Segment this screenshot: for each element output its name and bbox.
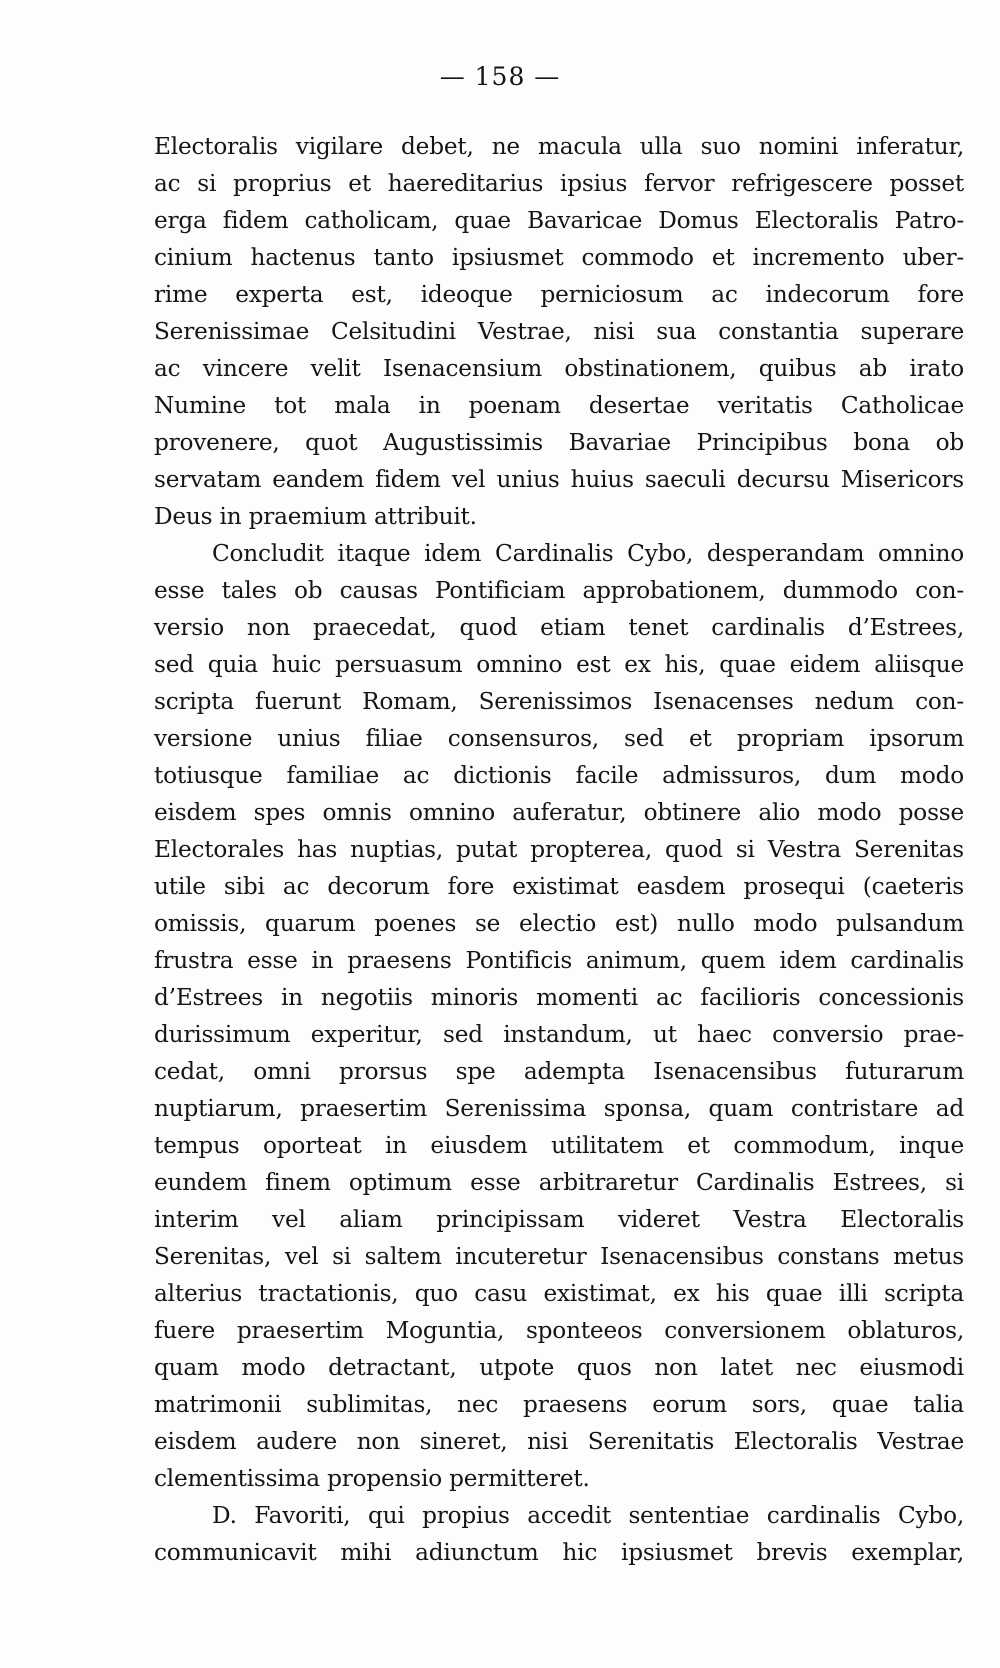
- text-line: interim vel aliam principissam videret Vestra Electoralis: [154, 1206, 964, 1233]
- text-line: cinium hactenus tanto ipsiusmet commodo et incremento uber-: [154, 244, 964, 271]
- text-line: servatam eandem fidem vel unius huius saeculi decursu Misericors: [154, 466, 964, 493]
- body-text: [154, 128, 964, 1571]
- text-line: Serenissimae Celsitudini Vestrae, nisi sua constantia superare: [154, 318, 964, 345]
- text-line: ac si proprius et haereditarius ipsius fervor refrigescere posset: [154, 170, 964, 197]
- text-line: scripta fuerunt Romam, Serenissimos Isenacenses nedum con-: [154, 688, 964, 715]
- text-line: ac vincere velit Isenacensium obstinationem, quibus ab irato: [154, 355, 964, 382]
- text-line: erga fidem catholicam, quae Bavaricae Domus Electoralis Patro-: [154, 207, 964, 234]
- text-line: Concludit itaque idem Cardinalis Cybo, desperandam omnino: [212, 540, 964, 567]
- page-number: — 158 —: [439, 62, 561, 91]
- text-line: versio non praecedat, quod etiam tenet cardinalis d’Estrees,: [154, 614, 964, 641]
- text-line: Electorales has nuptias, putat propterea, quod si Vestra Serenitas: [154, 836, 964, 863]
- text-line: versione unius filiae consensuros, sed et propriam ipsorum: [154, 725, 964, 752]
- text-line: utile sibi ac decorum fore existimat easdem prosequi (caeteris: [154, 873, 964, 900]
- text-line: communicavit mihi adiunctum hic ipsiusmet brevis exemplar,: [154, 1539, 964, 1566]
- text-line: eisdem audere non sineret, nisi Serenitatis Electoralis Vestrae: [154, 1428, 964, 1455]
- text-line: Deus in praemium attribuit.: [154, 503, 477, 530]
- text-line: rime experta est, ideoque perniciosum ac indecorum fore: [154, 281, 964, 308]
- text-line: omissis, quarum poenes se electio est) nullo modo pulsandum: [154, 910, 964, 937]
- text-line: Serenitas, vel si saltem incuteretur Isenacensibus constans metus: [154, 1243, 964, 1270]
- text-line: esse tales ob causas Pontificiam approbationem, dummodo con-: [154, 577, 964, 604]
- text-line: alterius tractationis, quo casu existimat, ex his quae illi scripta: [154, 1280, 964, 1307]
- text-line: D. Favoriti, qui propius accedit sententiae cardinalis Cybo,: [212, 1502, 964, 1529]
- text-line: quam modo detractant, utpote quos non latet nec eiusmodi: [154, 1354, 964, 1381]
- text-line: sed quia huic persuasum omnino est ex his, quae eidem aliisque: [154, 651, 964, 678]
- text-line: eundem finem optimum esse arbitraretur Cardinalis Estrees, si: [154, 1169, 964, 1196]
- text-line: Electoralis vigilare debet, ne macula ulla suo nomini inferatur,: [154, 133, 964, 160]
- text-line: durissimum experitur, sed instandum, ut haec conversio prae-: [154, 1021, 964, 1048]
- text-line: tempus oporteat in eiusdem utilitatem et commodum, inque: [154, 1132, 964, 1159]
- text-line: eisdem spes omnis omnino auferatur, obtinere alio modo posse: [154, 799, 964, 826]
- text-line: clementissima propensio permitteret.: [154, 1465, 590, 1492]
- text-line: fuere praesertim Moguntia, sponteeos conversionem oblaturos,: [154, 1317, 964, 1344]
- text-line: provenere, quot Augustissimis Bavariae Principibus bona ob: [154, 429, 964, 456]
- text-line: frustra esse in praesens Pontificis animum, quem idem cardinalis: [154, 947, 964, 974]
- text-line: Numine tot mala in poenam desertae veritatis Catholicae: [154, 392, 964, 419]
- text-line: totiusque familiae ac dictionis facile admissuros, dum modo: [154, 762, 964, 789]
- text-line: nuptiarum, praesertim Serenissima sponsa, quam contristare ad: [154, 1095, 964, 1122]
- text-line: cedat, omni prorsus spe adempta Isenacensibus futurarum: [154, 1058, 964, 1085]
- text-line: matrimonii sublimitas, nec praesens eorum sors, quae talia: [154, 1391, 964, 1418]
- text-line: d’Estrees in negotiis minoris momenti ac facilioris concessionis: [154, 984, 964, 1011]
